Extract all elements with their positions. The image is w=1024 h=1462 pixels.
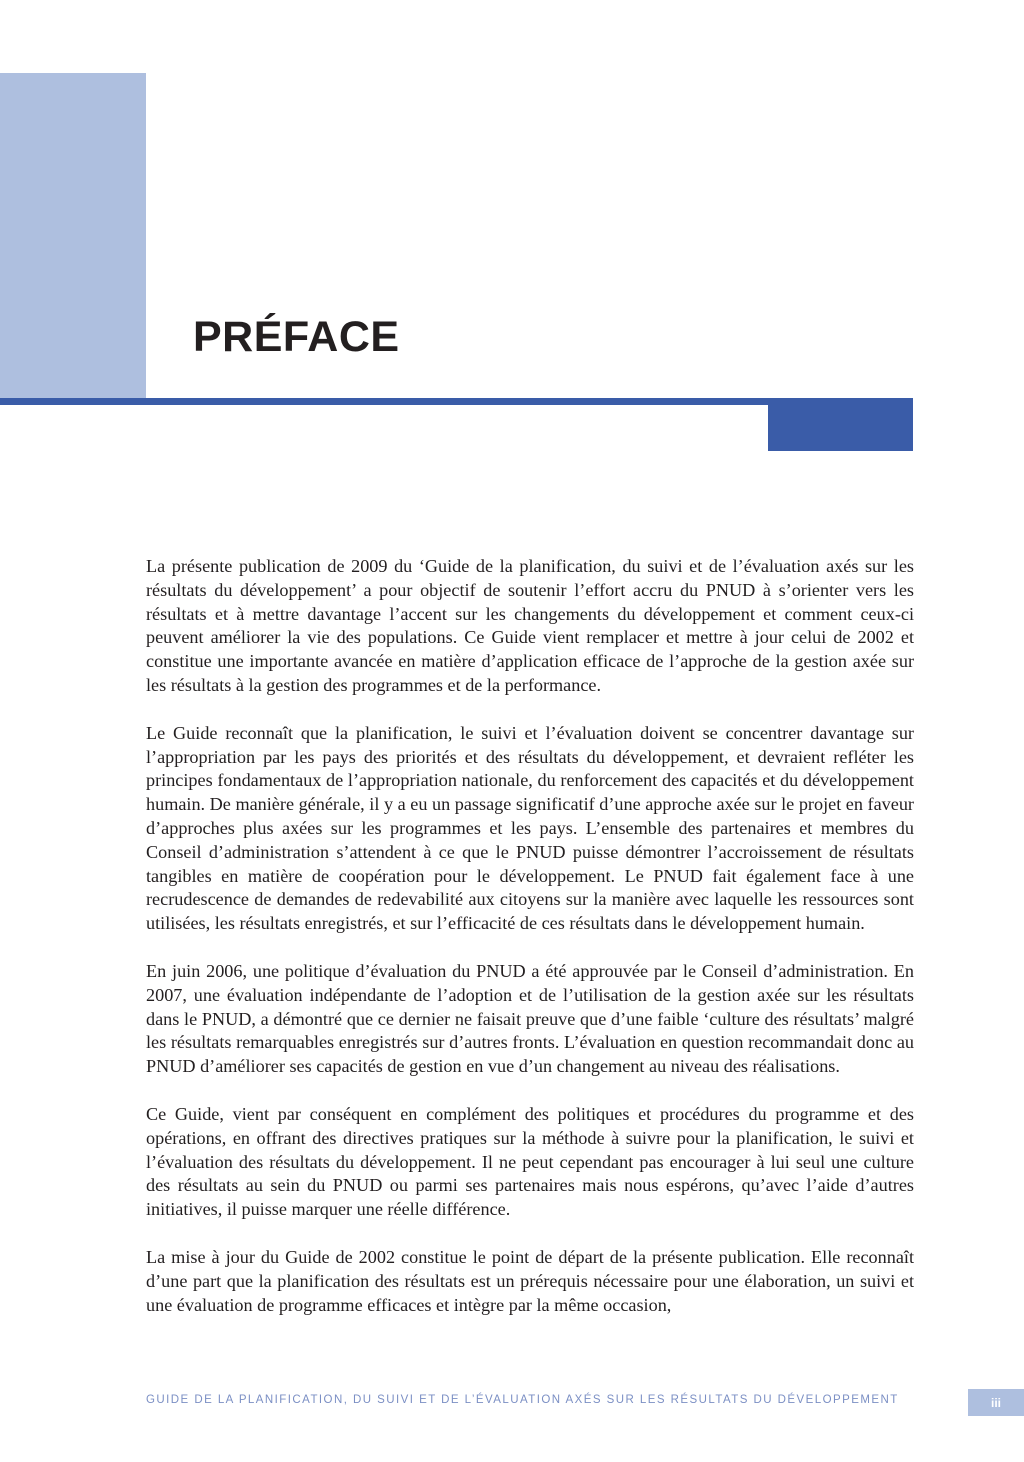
paragraph-5: La mise à jour du Guide de 2002 constitue le point de départ de la présente publication. Elle reconnaît d’une part que la planification des résultats est un prérequis nécessaire pour une élaboration, un suivi et une évaluation de programme efficaces et intègre par la même occasion, (146, 1246, 914, 1315)
page-number: iii (968, 1389, 1024, 1416)
page-title: PRÉFACE (193, 313, 400, 361)
decorative-side-block (0, 73, 146, 398)
paragraph-3: En juin 2006, une politique d’évaluation du PNUD a été approuvée par le Conseil d’administration. En 2007, une évaluation indépendante de l’adoption et de l’utilisation de la gestion axée sur les résultats dans le PNUD, a démontré que ce dernier ne faisait preuve que d’une faible ‘culture des résultats’ malgré les résultats remarquables enregistrés sur d’autres fronts. L’évaluation en question recommandait donc au PNUD d’améliorer ses capacités de gestion en vue d’un changement au niveau des réalisations. (146, 960, 914, 1077)
paragraph-4: Ce Guide, vient par conséquent en complément des politiques et procédures du programme et des opérations, en offrant des directives pratiques sur la méthode à suivre pour la planification, le suivi et l’évaluation des résultats du développement. Il ne peut cependant pas encourager à lui seul une culture des résultats au sein du PNUD ou parmi ses partenaires mais nous espérons, qu’avec l’aide d’autres initiatives, il puisse marquer une réelle différence. (146, 1103, 914, 1220)
paragraph-1: La présente publication de 2009 du ‘Guide de la planification, du suivi et de l’évaluation axés sur les résultats du développement’ a pour objectif de soutenir l’effort accru du PNUD à s’orienter vers les résultats et à mettre davantage l’accent sur les changements du développement et comment ceux-ci peuvent améliorer la vie des populations. Ce Guide vient remplacer et mettre à jour celui de 2002 et constitue une importante avancée en matière d’application efficace de l’approche de la gestion axée sur les résultats à la gestion des programmes et de la performance. (146, 556, 914, 695)
title-rule-block (768, 398, 913, 451)
footer-running-title: GUIDE DE LA PLANIFICATION, DU SUIVI ET DE L’ÉVALUATION AXÉS SUR LES RÉSULTATS DU DÉVELOPPEMENT (146, 1394, 899, 1406)
paragraph-2: Le Guide reconnaît que la planification, le suivi et l’évaluation doivent se concentrer davantage sur l’appropriation par les pays des priorités et des résultats du développement, et devraient refléter les principes fondamentaux de l’appropriation nationale, du renforcement des capacités et du développement humain. De manière générale, il y a eu un passage significatif d’une approche axée sur le projet en faveur d’approches plus axées sur les programmes et les pays. L’ensemble des partenaires et membres du Conseil d’administration s’attendent à ce que le PNUD puisse démontrer l’accroissement de résultats tangibles en matière de coopération pour le développement. Le PNUD fait également face à une recrudescence de demandes de redevabilité aux citoyens sur la manière avec laquelle les ressources sont utilisées, les résultats enregistrés, et sur l’efficacité de ces résultats dans le développement humain. (146, 722, 914, 934)
body-text (146, 555, 914, 1341)
